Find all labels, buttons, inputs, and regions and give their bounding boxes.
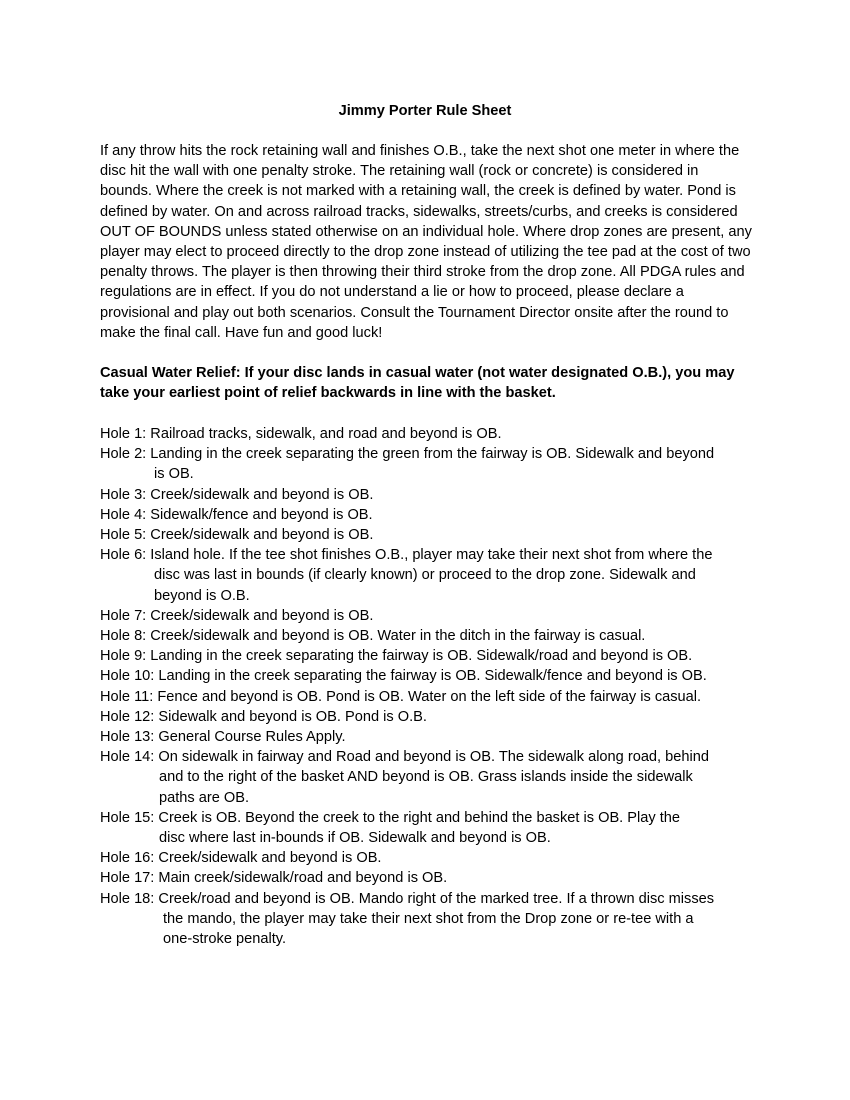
- hole-rule-continuation: is OB.: [154, 466, 194, 483]
- hole-rule-8: [100, 626, 752, 646]
- hole-rule-text: Hole 10: Landing in the creek separating the fairway is OB. Sidewalk/fence and beyond is OB.: [100, 668, 707, 685]
- hole-rule-text: Hole 1: Railroad tracks, sidewalk, and road and beyond is OB.: [100, 426, 502, 442]
- hole-rule-15: [100, 808, 752, 848]
- hole-rule-text: Hole 18: Creek/road and beyond is OB. Mando right of the marked tree. If a thrown disc misses: [100, 890, 715, 907]
- hole-rule-text: Hole 17: Main creek/sidewalk/road and beyond is OB.: [100, 870, 448, 887]
- hole-rule-continuation: and to the right of the basket AND beyond is OB. Grass islands inside the sidewalk: [159, 769, 693, 786]
- hole-rule-text: Hole 15: Creek is OB. Beyond the creek to the right and behind the basket is OB. Play the: [100, 809, 681, 826]
- hole-rule-10: [100, 666, 752, 686]
- hole-rule-9: [100, 646, 752, 666]
- hole-rule-text: Hole 2: Landing in the creek separating the green from the fairway is OB. Sidewalk and beyond: [100, 446, 715, 463]
- hole-rule-text: Hole 4: Sidewalk/fence and beyond is OB.: [100, 506, 373, 523]
- hole-rules-list: [100, 424, 752, 949]
- hole-rule-7: [100, 606, 752, 626]
- document-title: Jimmy Porter Rule Sheet: [338, 103, 512, 119]
- hole-rule-text: Hole 14: On sidewalk in fairway and Road and beyond is OB. The sidewalk along road, behind: [100, 749, 709, 766]
- hole-rule-text: Hole 6: Island hole. If the tee shot finishes O.B., player may take their next shot from where the: [100, 547, 713, 564]
- hole-rule-2: [100, 444, 752, 484]
- hole-rule-continuation: paths are OB.: [159, 789, 250, 806]
- hole-rule-text: Hole 9: Landing in the creek separating the fairway is OB. Sidewalk/road and beyond is OB.: [100, 648, 693, 665]
- hole-rule-17: [100, 868, 752, 888]
- hole-rule-continuation: the mando, the player may take their next shot from the Drop zone or re-tee with a: [163, 910, 694, 927]
- hole-rule-14: [100, 747, 752, 808]
- hole-rule-continuation: one-stroke penalty.: [163, 931, 287, 948]
- hole-rule-text: Hole 8: Creek/sidewalk and beyond is OB. Water in the ditch in the fairway is casual.: [100, 628, 646, 645]
- hole-rule-1: [100, 424, 752, 444]
- hole-rule-text: Hole 3: Creek/sidewalk and beyond is OB.: [100, 486, 374, 503]
- hole-rule-11: [100, 687, 752, 707]
- hole-rule-12: [100, 707, 752, 727]
- hole-rule-text: Hole 11: Fence and beyond is OB. Pond is OB. Water on the left side of the fairway is casual.: [100, 688, 702, 705]
- hole-rule-16: [100, 848, 752, 868]
- hole-rule-text: Hole 13: General Course Rules Apply.: [100, 729, 346, 746]
- hole-rule-text: Hole 7: Creek/sidewalk and beyond is OB.: [100, 607, 374, 624]
- hole-rule-18: [100, 889, 752, 950]
- hole-rule-4: [100, 505, 752, 525]
- hole-rule-6: [100, 545, 752, 606]
- casual-water-relief: Casual Water Relief: If your disc lands in casual water (not water designated O.B.), you may take your earliest point of relief backwards in line with the basket.: [100, 365, 735, 402]
- hole-rule-continuation: beyond is O.B.: [154, 587, 250, 604]
- hole-rule-text: Hole 16: Creek/sidewalk and beyond is OB.: [100, 850, 382, 867]
- hole-rule-text: Hole 12: Sidewalk and beyond is OB. Pond is O.B.: [100, 708, 427, 725]
- hole-rule-text: Hole 5: Creek/sidewalk and beyond is OB.: [100, 527, 374, 544]
- hole-rule-continuation: disc was last in bounds (if clearly known) or proceed to the drop zone. Sidewalk and: [154, 567, 696, 584]
- hole-rule-13: [100, 727, 752, 747]
- hole-rule-3: [100, 485, 752, 505]
- hole-rule-continuation: disc where last in-bounds if OB. Sidewalk and beyond is OB.: [159, 830, 551, 847]
- hole-rule-5: [100, 525, 752, 545]
- intro-paragraph: If any throw hits the rock retaining wall and finishes O.B., take the next shot one meter in where the disc hit the wall with one penalty stroke. The retaining wall (rock or concrete) is considered in bounds. Where the creek is not marked with a retaining wall, the creek is defined by water. Pond is defined by water. On and across railroad tracks, sidewalks, streets/curbs, and creeks is considered OUT OF BOUNDS unless stated otherwise on an individual hole. Where drop zones are present, any player may elect to proceed directly to the drop zone instead of utilizing the tee pad at the cost of two penalty throws. The player is then throwing their third stroke from the drop zone. All PDGA rules and regulations are in effect. If you do not understand a lie or how to proceed, please declare a provisional and play out both scenarios. Consult the Tournament Director onsite after the round to make the final call. Have fun and good luck!: [100, 143, 752, 341]
